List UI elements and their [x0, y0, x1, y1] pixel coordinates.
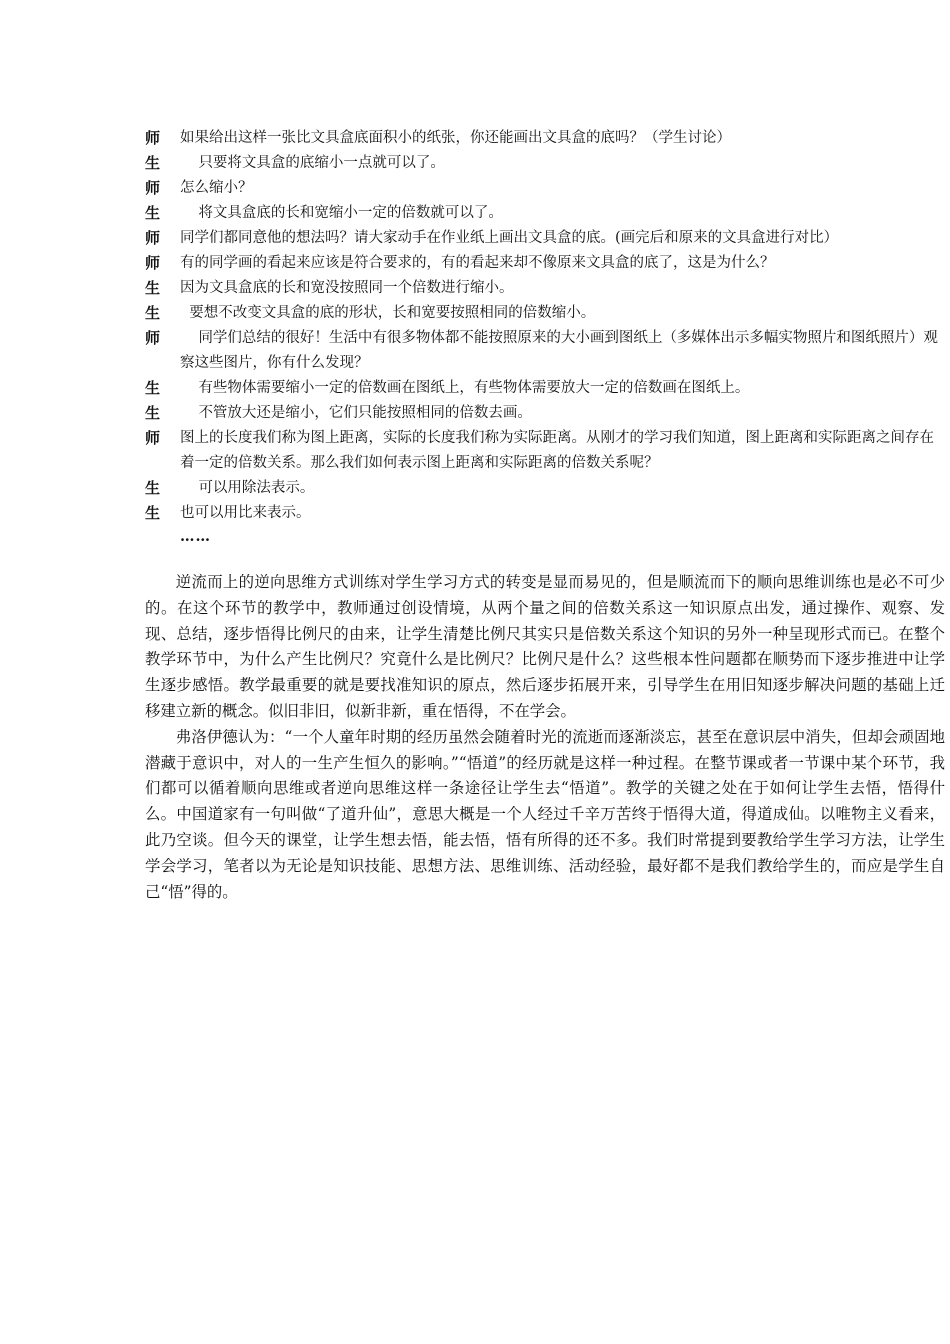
dialogue-line	[145, 226, 945, 251]
speaker-label: 师	[145, 429, 161, 447]
omission-ellipsis: ……	[180, 528, 211, 545]
utterance-text: 只要将文具盒的底缩小一点就可以了。	[180, 155, 445, 171]
utterance-text: 因为文具盒底的长和宽没按照同一个倍数进行缩小。	[180, 280, 514, 296]
speaker-label: 生	[145, 204, 161, 222]
dialogue-line	[145, 501, 945, 526]
commentary-body	[145, 570, 945, 905]
utterance-text: 可以用除法表示。	[180, 480, 315, 496]
commentary-paragraph: 逆流而上的逆向思维方式训练对学生学习方式的转变是显而易见的，但是顺流而下的顺向思维训练也是必不可少的。在这个环节的教学中，教师通过创设情境，从两个量之间的倍数关系这一知识原点出发，通过操作、观察、发现、总结，逐步悟得比例尺的由来，让学生清楚比例尺其实只是倍数关系这个知识的另外一种呈现形式而已。在整个教学环节中，为什么产生比例尺？究竟什么是比例尺？比例尺是什么？这些根本性问题都在顺势而下逐步推进中让学生逐步感悟。教学最重要的就是要找准知识的原点，然后逐步拓展开来，引导学生在用旧知逐步解决问题的基础上迁移建立新的概念。似旧非旧，似新非新，重在悟得，不在学会。	[145, 573, 945, 720]
speaker-label: 师	[145, 179, 161, 197]
dialogue-line	[145, 326, 945, 376]
utterance-text: 要想不改变文具盒的底的形状，长和宽要按照相同的倍数缩小。	[180, 305, 596, 321]
speaker-label: 生	[145, 479, 161, 497]
dialogue-line	[145, 201, 945, 226]
dialogue-line	[145, 126, 945, 151]
speaker-label: 师	[145, 229, 161, 247]
speaker-label: 师	[145, 254, 161, 272]
speaker-label: 师	[145, 129, 161, 147]
utterance-text: 怎么缩小？	[180, 180, 253, 196]
utterance-text: 也可以用比来表示。	[180, 505, 311, 521]
dialogue-line	[145, 376, 945, 401]
dialogue-line	[145, 426, 945, 476]
utterance-text: 有的同学画的看起来应该是符合要求的，有的看起来却不像原来文具盒的底了，这是为什么？	[180, 255, 775, 271]
utterance-text: 同学们总结的很好！生活中有很多物体都不能按照原来的大小画到图纸上（多媒体出示多幅实物照片和图纸照片）观察这些图片，你有什么发现？	[180, 330, 938, 371]
speaker-label: 生	[145, 154, 161, 172]
speaker-label: 生	[145, 304, 161, 322]
speaker-label: 生	[145, 404, 161, 422]
speaker-label: 生	[145, 379, 161, 397]
dialogue-line	[145, 151, 945, 176]
speaker-label: 生	[145, 279, 161, 297]
utterance-text: 同学们都同意他的想法吗？请大家动手在作业纸上画出文具盒的底。(画完后和原来的文具盒进行对比）	[180, 230, 839, 246]
dialogue-line	[145, 476, 945, 501]
utterance-text: 将文具盒底的长和宽缩小一定的倍数就可以了。	[180, 205, 503, 221]
utterance-text: 有些物体需要缩小一定的倍数画在图纸上，有些物体需要放大一定的倍数画在图纸上。	[180, 380, 750, 396]
dialogue-line	[145, 176, 945, 201]
dialogue-line	[145, 251, 945, 276]
dialogue-line	[145, 401, 945, 426]
utterance-text: 如果给出这样一张比文具盒底面积小的纸张，你还能画出文具盒的底吗？（学生讨论）	[180, 130, 731, 146]
dialogue-transcript	[145, 126, 945, 548]
speaker-label: 师	[145, 329, 161, 347]
utterance-text: 不管放大还是缩小，它们只能按照相同的倍数去画。	[180, 405, 532, 421]
utterance-text: 图上的长度我们称为图上距离，实际的长度我们称为实际距离。从刚才的学习我们知道，图上距离和实际距离之间存在着一定的倍数关系。那么我们如何表示图上距离和实际距离的倍数关系呢？	[180, 430, 934, 471]
commentary-paragraph: 弗洛伊德认为：“一个人童年时期的经历虽然会随着时光的流逝而逐渐淡忘，甚至在意识层中消失，但却会顽固地潜藏于意识中，对人的一生产生恒久的影响。”“悟道”的经历就是这样一种过程。在整节课或者一节课中某个环节，我们都可以循着顺向思维或者逆向思维这样一条途径让学生去“悟道”。教学的关键之处在于如何让学生去悟，悟得什么。中国道家有一句叫做“了道升仙”，意思大概是一个人经过千辛万苦终于悟得大道，得道成仙。以唯物主义看来，此乃空谈。但今天的课堂，让学生想去悟，能去悟，悟有所得的还不多。我们时常提到要教给学生学习方法，让学生学会学习，笔者以为无论是知识技能、思想方法、思维训练、活动经验，最好都不是我们教给学生的，而应是学生自己“悟”得的。	[145, 727, 945, 901]
dialogue-line	[145, 276, 945, 301]
dialogue-line	[145, 301, 945, 326]
speaker-label: 生	[145, 504, 161, 522]
